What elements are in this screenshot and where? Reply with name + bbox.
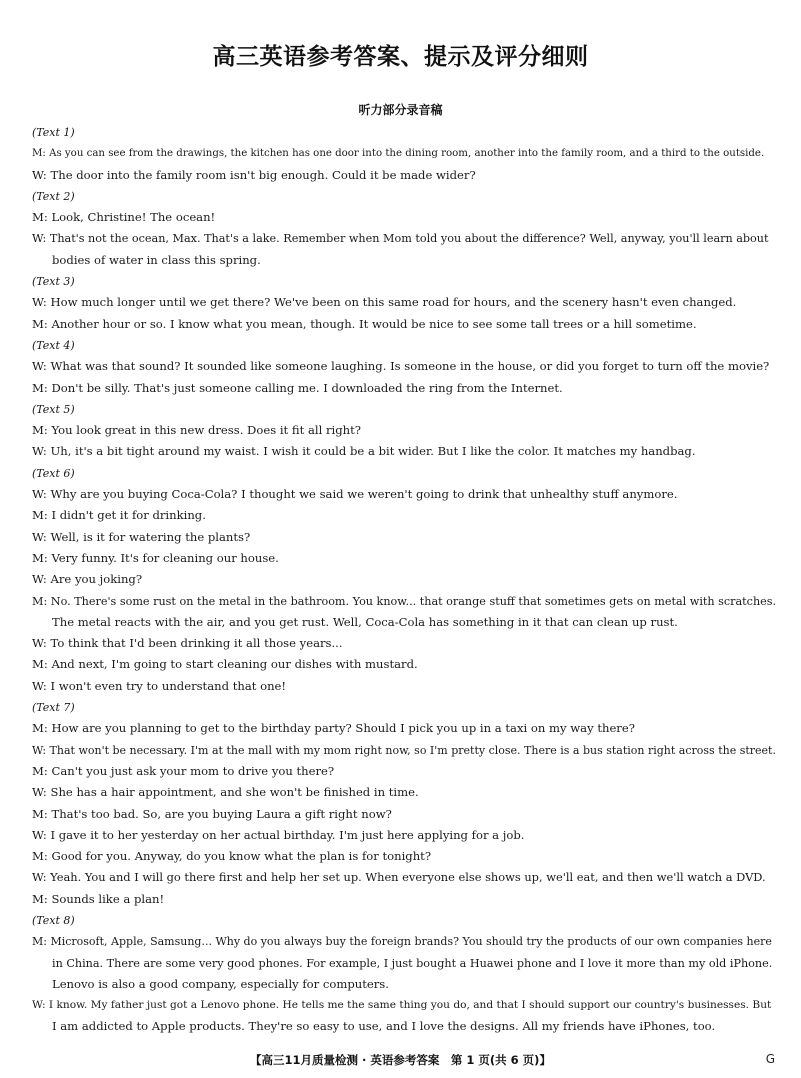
dialogue-continuation: I am addicted to Apple products. They're so easy to use, and I love the designs. All my friends have iPhones, too.	[52, 1019, 716, 1034]
dialogue-continuation: Lenovo is also a good company, especially for computers.	[52, 976, 389, 991]
dialogue-line: M: Good for you. Anyway, do you know what the plan is for tonight?	[32, 849, 432, 864]
text-label: (Text 4)	[32, 338, 75, 352]
dialogue-line: W: Why are you buying Coca-Cola? I thought we said we weren't going to drink that unhealthy stuff anymore.	[32, 487, 678, 502]
dialogue-line: M: You look great in this new dress. Does it fit all right?	[32, 423, 361, 438]
dialogue-line: M: Don't be silly. That's just someone calling me. I downloaded the ring from the Internet.	[32, 380, 563, 395]
dialogue-line: W: She has a hair appointment, and she won't be finished in time.	[32, 785, 419, 800]
dialogue-line: W: Are you joking?	[32, 572, 143, 587]
dialogue-line: M: Can't you just ask your mom to drive you there?	[32, 763, 335, 778]
page-footer: 【高三11月质量检测 · 英语参考答案 第 1 页(共 6 页)】	[250, 1053, 551, 1067]
dialogue-line: W: I know. My father just got a Lenovo phone. He tells me the same thing you do, and that I should support our country's businesses. But	[32, 999, 772, 1012]
text-label: (Text 3)	[32, 275, 75, 289]
dialogue-line: M: Look, Christine! The ocean!	[32, 210, 216, 225]
dialogue-line: W: I won't even try to understand that one!	[32, 678, 287, 693]
dialogue-line: M: And next, I'm going to start cleaning our dishes with mustard.	[32, 657, 418, 672]
dialogue-line: W: What was that sound? It sounded like someone laughing. Is someone in the house, or did you forget to turn off the movie?	[32, 359, 770, 374]
text-label: (Text 8)	[32, 913, 75, 927]
footer-mark: G	[765, 1052, 775, 1066]
transcript-body	[32, 122, 777, 1038]
text-label: (Text 6)	[32, 466, 75, 480]
dialogue-line: W: That's not the ocean, Max. That's a lake. Remember when Mom told you about the difference? Well, anyway, you'll learn about	[32, 232, 769, 246]
dialogue-line: W: How much longer until we get there? We've been on this same road for hours, and the scenery hasn't even changed.	[32, 295, 737, 310]
dialogue-line: W: To think that I'd been drinking it all those years...	[32, 636, 343, 651]
dialogue-line: M: Very funny. It's for cleaning our house.	[32, 550, 279, 565]
text-label: (Text 7)	[32, 701, 75, 715]
dialogue-line: M: I didn't get it for drinking.	[32, 508, 206, 523]
dialogue-line: M: How are you planning to get to the birthday party? Should I pick you up in a taxi on my way there?	[32, 721, 635, 736]
dialogue-line: W: The door into the family room isn't big enough. Could it be made wider?	[32, 167, 476, 182]
dialogue-continuation: bodies of water in class this spring.	[52, 252, 261, 267]
dialogue-line: M: That's too bad. So, are you buying Laura a gift right now?	[32, 806, 392, 821]
dialogue-line: W: I gave it to her yesterday on her actual birthday. I'm just here applying for a job.	[32, 827, 525, 842]
dialogue-line: M: Microsoft, Apple, Samsung... Why do you always buy the foreign brands? You should try the products of our own companies here	[32, 935, 772, 949]
dialogue-continuation: The metal reacts with the air, and you get rust. Well, Coca-Cola has something in it that can clean up rust.	[52, 614, 678, 629]
dialogue-line: W: Uh, it's a bit tight around my waist. I wish it could be a bit wider. But I like the color. It matches my handbag.	[32, 444, 696, 459]
dialogue-line: M: No. There's some rust on the metal in the bathroom. You know... that orange stuff that sometimes gets on metal with scratches.	[32, 594, 777, 608]
dialogue-line: M: As you can see from the drawings, the kitchen has one door into the dining room, another into the family room, and a third to the outside.	[32, 148, 765, 160]
dialogue-line: M: Sounds like a plan!	[32, 891, 165, 906]
dialogue-continuation: in China. There are some very good phones. For example, I just bought a Huawei phone and I love it more than my old iPhone.	[52, 956, 773, 970]
dialogue-line: W: That won't be necessary. I'm at the mall with my mom right now, so I'm pretty close. There is a bus station right across the street.	[32, 743, 776, 757]
dialogue-line: W: Yeah. You and I will go there first and help her set up. When everyone else shows up, we'll eat, and then we'll watch a DVD.	[32, 870, 766, 885]
text-label: (Text 2)	[32, 189, 75, 203]
page-title: 高三英语参考答案、提示及评分细则	[212, 44, 589, 70]
dialogue-line: W: Well, is it for watering the plants?	[32, 529, 251, 544]
text-label: (Text 1)	[32, 126, 75, 139]
section-title: 听力部分录音稿	[358, 103, 443, 117]
text-label: (Text 5)	[32, 402, 75, 416]
dialogue-line: M: Another hour or so. I know what you mean, though. It would be nice to see some tall trees or a hill sometime.	[32, 316, 697, 331]
